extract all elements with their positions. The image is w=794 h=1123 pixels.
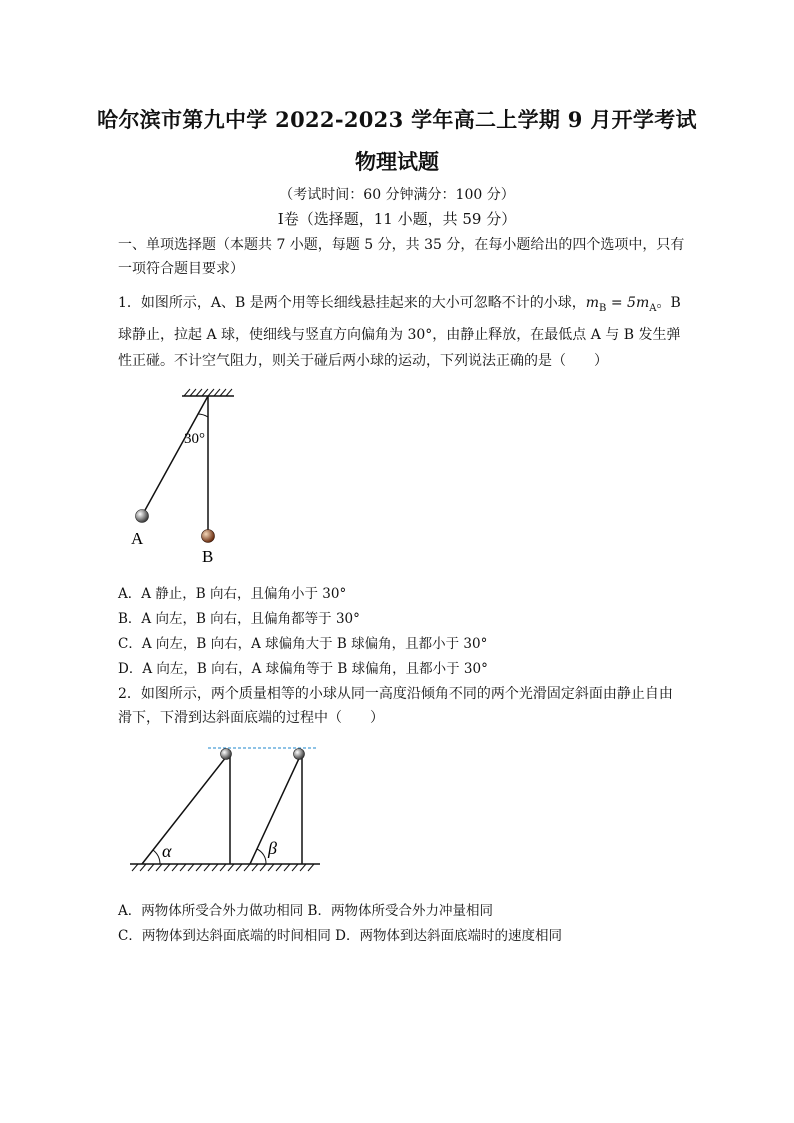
pendulum-figure — [120, 380, 250, 570]
q1-option-c: C．A 向左，B 向右，A 球偏角大于 B 球偏角，且都小于 30° — [118, 636, 488, 652]
exam-info: （考试时间：60 分钟满分：100 分） — [279, 187, 515, 203]
question-1-line-2: 球静止，拉起 A 球，使细线与竖直方向偏角为 30°，由静止释放，在最低点 A 与 B 发生弹 — [118, 327, 681, 343]
ball-a — [136, 510, 149, 523]
ball-on-incline-alpha — [221, 749, 232, 760]
section-instructions-line-1: 一、单项选择题（本题共 7 小题，每题 5 分，共 35 分，在每小题给出的四个选项中，只有 — [118, 237, 685, 253]
mass-relation-formula: $m_B = 5m_A$ — [585, 295, 657, 314]
question-1-line-1 — [118, 292, 681, 314]
subject-title: 物理试题 — [355, 149, 439, 174]
q2-options-row-2: C．两物体到达斜面底端的时间相同 D．两物体到达斜面底端时的速度相同 — [118, 928, 562, 944]
question-1-line-1-end: 。B — [656, 295, 681, 311]
ball-on-incline-beta — [294, 749, 305, 760]
beta-label: β — [268, 838, 277, 858]
q1-option-d: D．A 向左，B 向右，A 球偏角等于 B 球偏角，且都小于 30° — [118, 661, 488, 677]
section-instructions-line-2: 一项符合题目要求） — [118, 261, 244, 277]
question-2-line-1: 2．如图所示，两个质量相等的小球从同一高度沿倾角不同的两个光滑固定斜面由静止自由 — [118, 686, 673, 702]
question-1-text: 1．如图所示，A、B 是两个用等长细线悬挂起来的大小可忽略不计的小球， — [118, 295, 586, 311]
alpha-arc — [153, 850, 160, 864]
ceiling-hatch — [182, 389, 234, 396]
incline-alpha — [142, 752, 230, 864]
alpha-label: α — [162, 841, 172, 861]
incline-figure — [126, 738, 326, 878]
question-2-line-2: 滑下，下滑到达斜面底端的过程中（ ） — [118, 710, 384, 726]
ball-b — [202, 530, 215, 543]
angle-arc — [198, 414, 208, 417]
volume-heading: Ⅰ卷（选择题，11 小题，共 59 分） — [277, 210, 517, 228]
q2-options-row-1: A．两物体所受合外力做功相同 B．两物体所受合外力冲量相同 — [118, 903, 493, 919]
q1-option-a: A．A 静止，B 向右，且偏角小于 30° — [118, 586, 347, 602]
ground-hatch — [130, 864, 320, 871]
exam-title: 哈尔滨市第九中学 2022-2023 学年高二上学期 9 月开学考试 — [97, 107, 697, 132]
ball-b-label: B — [202, 547, 214, 566]
question-1-line-3: 性正碰。不计空气阻力，则关于碰后两小球的运动，下列说法正确的是（ ） — [118, 353, 608, 369]
beta-arc — [257, 849, 266, 864]
angle-label: 30° — [184, 431, 205, 447]
ball-a-label: A — [131, 529, 144, 548]
string-a — [144, 396, 208, 512]
q1-option-b: B．A 向左，B 向右，且偏角都等于 30° — [118, 611, 360, 627]
